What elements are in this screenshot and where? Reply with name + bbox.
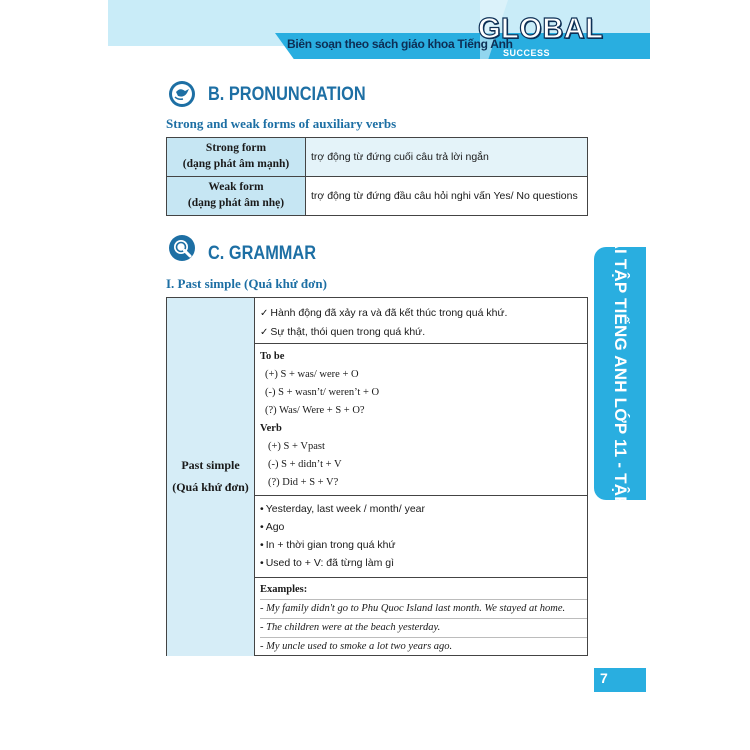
signal-item: • Used to + V: đã từng làm gì [260,557,395,569]
check-icon: ✓ [260,327,269,338]
check-icon: ✓ [260,308,269,319]
structure-cell [255,344,587,496]
usage-item: ✓ Sự thật, thói quen trong quá khứ. [260,326,426,338]
past-simple-sub: (Quá khứ đơn) [172,480,249,494]
grammar-content-column [255,298,587,656]
bullet-icon: • [260,539,264,551]
weak-form-cell [167,177,306,216]
usage-item: ✓ Hành động đã xảy ra và đã kết thúc trong quá khứ. [260,307,508,319]
past-simple-label-cell [167,298,255,656]
examples-cell [255,578,587,656]
example-item: - My family didn't go to Phu Quoc Island last month. We stayed at home. [260,599,587,618]
grammar-table [166,297,588,656]
grammar-icon [168,234,196,262]
usage-cell [255,298,587,344]
grammar-title: C. GRAMMAR [208,243,317,264]
example-item: - My uncle used to smoke a lot two years ago. [260,637,587,656]
pronunciation-table [166,137,588,216]
page-number: 7 [600,670,608,686]
tobe-question: (?) Was/ Were + S + O? [265,405,365,416]
tobe-affirmative: (+) S + was/ were + O [265,369,359,380]
pronunciation-icon [168,80,196,108]
verb-affirmative: (+) S + Vpast [268,441,325,452]
strong-form-desc: trợ động từ đứng cuối câu trả lời ngắn [306,138,587,177]
example-item: - The children were at the beach yesterday. [260,618,587,637]
past-simple-label: Past simple [181,458,240,473]
bullet-icon: • [260,521,264,533]
header-subtitle: Biên soạn theo sách giáo khoa Tiếng Anh [287,37,513,51]
pronunciation-title: B. PRONUNCIATION [208,84,366,105]
pronunciation-subtitle: Strong and weak forms of auxiliary verbs [166,116,397,131]
bullet-icon: • [260,557,264,569]
signal-words-cell [255,496,587,578]
tobe-negative: (-) S + wasn’t/ weren’t + O [265,387,380,398]
side-tab-text: BÀI TẬP TIẾNG ANH LỚP 11 - TẬP 1 [611,224,630,522]
bullet-icon: • [260,503,264,515]
tobe-title: To be [260,351,285,362]
weak-form-label: Weak form [208,181,264,194]
strong-form-sub: (dạng phát âm mạnh) [182,157,290,170]
verb-negative: (-) S + didn’t + V [268,459,342,470]
grammar-subtitle: I. Past simple (Quá khứ đơn) [166,276,327,291]
signal-item: • Ago [260,521,285,533]
weak-form-sub: (dạng phát âm nhẹ) [187,196,285,209]
verb-question: (?) Did + S + V? [268,477,339,488]
brand-logo-text: GLOBAL [478,13,604,45]
strong-form-cell [167,138,306,177]
weak-form-desc: trợ động từ đứng đầu câu hỏi nghi vấn Yes/ No questions [311,189,578,202]
brand-logo-subtext: SUCCESS [503,48,551,58]
strong-form-label: Strong form [205,142,267,155]
verb-title: Verb [260,423,282,434]
examples-title: Examples: [260,584,308,595]
signal-item: • In + thời gian trong quá khứ [260,539,396,551]
signal-item: • Yesterday, last week / month/ year [260,503,426,515]
